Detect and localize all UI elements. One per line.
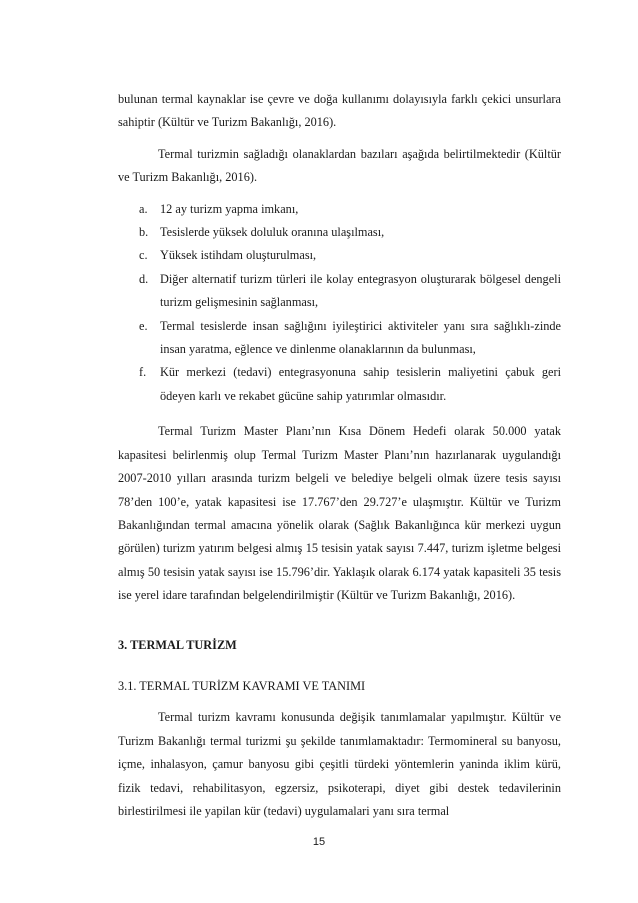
list-item [118, 221, 561, 244]
list-item-text: Kür merkezi (tedavi) entegrasyonuna sahip tesislerin maliyetini çabuk geri ödeyen karlı ve rekabet gücüne sahip yatırımlar olmasıdır. [160, 365, 561, 403]
list-item [118, 244, 561, 267]
paragraph-master-plan: Termal Turizm Master Planı’nın Kısa Dönem Hedefi olarak 50.000 yatak kapasitesi belirlenmiş olup Termal Turizm Master Planı’nın hazırlanarak uygulandığı 2007-2010 yılları arasında turizm belgeli ve belediye belgeli olmak üzere tesis sayısı 78’den 100’e, yatak kapasitesi ise 17.767’den 29.727’e ulaşmıştır. Kültür ve Turizm Bakanlığından termal amacına yönelik olarak (Sağlık Bakanlığınca kür merkezi uygun görülen) turizm yatırım belgesi almış 15 tesisin yatak sayısı 7.447, turizm işletme belgesi almış 50 tesisin yatak sayısı ise 15.796’dir. Yaklaşık olarak 6.174 yatak kapasiteli 35 tesis ise yerel idare tarafından belgelendirilmiştir (Kültür ve Turizm Bakanlığı, 2016). [118, 424, 561, 603]
section-heading: 3. TERMAL TURİZM [118, 637, 237, 652]
list-item [118, 315, 561, 362]
list-marker: b. [139, 225, 149, 240]
paragraph-definition: Termal turizm kavramı konusunda değişik tanımlamalar yapılmıştır. Kültür ve Turizm Bakanlığı termal turizmi şu şekilde tanımlamaktadır: Termomineral su banyosu, içme, inhalasyon, çamur banyosu gibi çeşitli türdeki yöntemlerin yaninda iklim kürü, fizik tedavi, rehabilitasyon, egzersiz, psikoterapi, diyet gibi destek tedavilerinin birlestirilmesi ile yapilan kür (tedavi) uygulamalari yanı sıra termal [118, 710, 561, 818]
list-item-text: Diğer alternatif turizm türleri ile kolay entegrasyon oluşturarak bölgesel dengeli turizm gelişmesinin sağlanması, [160, 271, 561, 310]
subsection-heading: 3.1. TERMAL TURİZM KAVRAMI VE TANIMI [118, 678, 366, 693]
list-marker: a. [139, 201, 148, 216]
page-number: 15 [312, 836, 326, 848]
list-item [118, 268, 561, 315]
list-marker: f. [139, 365, 147, 380]
list-item-text: Tesislerde yüksek doluluk oranına ulaşılması, [160, 225, 385, 240]
list-item-text: 12 ay turizm yapma imkanı, [160, 201, 299, 216]
list-item-text: Yüksek istihdam oluşturulması, [160, 248, 317, 263]
body-text [118, 88, 561, 823]
paragraph-intro-continued: bulunan termal kaynaklar ise çevre ve doğa kullanımı dolayısıyla farklı çekici unsurlara sahiptir (Kültür ve Turizm Bakanlığı, 2016). [118, 92, 561, 130]
benefits-list [118, 198, 561, 409]
list-marker: c. [139, 248, 148, 263]
list-marker: d. [139, 271, 149, 286]
list-marker: e. [139, 318, 148, 333]
paragraph-benefits-intro: Termal turizmin sağladığı olanaklardan bazıları aşağıda belirtilmektedir (Kültür ve Turizm Bakanlığı, 2016). [118, 146, 561, 185]
list-item-text: Termal tesislerde insan sağlığını iyileştirici aktiviteler yanı sıra sağlıklı-zinde insan yaratma, eğlence ve dinlenme olanaklarının da bulunması, [160, 318, 561, 357]
list-item [118, 361, 561, 408]
list-item [118, 198, 561, 221]
